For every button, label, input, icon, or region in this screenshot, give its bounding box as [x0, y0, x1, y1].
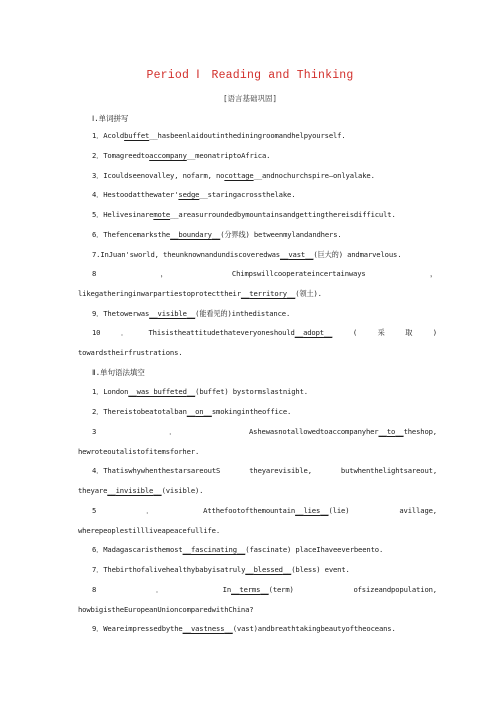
answer: was buffeted	[136, 387, 187, 396]
answer: terms	[239, 585, 261, 594]
exercise-line: 6．Thefencemarksthe__boundary__(分界线) betweenmylandandhers.	[92, 230, 342, 239]
answer: sedge	[178, 190, 200, 199]
answer: territory	[249, 289, 287, 298]
answer: buffet	[124, 131, 150, 140]
exercise-line: 5．Helivesinaremote__areasurroundedbymountainsandgettingthereisdifficult.	[92, 210, 396, 219]
exercise-line: theyare__invisible__(visible).	[78, 486, 204, 495]
answer: mote	[153, 210, 171, 219]
answer: adopt	[303, 328, 324, 337]
exercise-line: 4．Hestoodatthewater'sedge__staringacrossthelake.	[92, 190, 296, 199]
answer: visible	[157, 309, 187, 318]
exercise-line: 2．Thereistobeatotalban__on__smokingintheoffice.	[92, 407, 292, 416]
exercise-line: 3 ． Ashewasnotallowedtoaccompanyher__to__theshop,	[92, 427, 437, 436]
section-subtitle: [语言基础巩固]	[222, 94, 278, 103]
answer: on	[195, 407, 204, 416]
answer: invisible	[115, 486, 154, 495]
answer: blessed	[253, 565, 283, 574]
exercise-line: 10 ． Thisistheattitudethateveryoneshould__adopt__ ( 采 取 )	[92, 328, 437, 337]
answer: cottage	[224, 171, 254, 180]
answer: vast	[288, 250, 306, 259]
section-heading-grammar: Ⅱ.单句语法填空	[92, 368, 145, 377]
section-heading-spelling: Ⅰ.单词拼写	[92, 114, 129, 123]
exercise-line: 5 ． Atthefootofthemountain__lies__(lie) avillage,	[92, 506, 437, 515]
page-title: Period Ⅰ Reading and Thinking	[146, 69, 354, 82]
exercise-line: 8 ． In__terms__(term) ofsizeandpopulation,	[92, 585, 437, 594]
answer: to	[386, 427, 396, 436]
exercise-line: howbigistheEuropeanUnioncomparedwithChina?	[78, 605, 254, 614]
answer: boundary	[178, 230, 212, 239]
exercise-line: 1．London__was buffeted__(buffet) bystormslastnight.	[92, 387, 308, 396]
answer: fascinating	[190, 545, 237, 554]
exercise-line: towardstheirfrustrations.	[78, 348, 183, 357]
exercise-line: hewroteoutalistofitemsforher.	[78, 447, 200, 456]
answer: vastness	[190, 624, 225, 633]
exercise-line: 9．Thetowerwas__visible__(能看见的)inthedistance.	[92, 309, 291, 318]
exercise-line: 9．Weareimpressedbythe__vastness__(vast)andbreathtakingbeautyoftheoceans.	[92, 624, 396, 633]
exercise-line: likegatheringinwarpartiestoprotecttheir__territory__(领土).	[78, 289, 322, 298]
exercise-line: 1．Acoldbuffet__hasbeenlaidoutinthediningroomandhelpyourself.	[92, 131, 346, 140]
answer: lies	[303, 506, 321, 515]
exercise-line: 7．Thebirthofalivehealthybabyisatruly__blessed__(bless) event.	[92, 565, 350, 574]
exercise-line: 3．Icouldseenovalley, nofarm, nocottage__andnochurchspire—onlyalake.	[92, 171, 375, 180]
exercise-line: 6．Madagascaristhemost__fascinating__(fascinate) placeIhaveeverbeento.	[92, 545, 384, 554]
answer: accompany	[149, 151, 187, 160]
exercise-line: 4．ThatiswhywhenthestarsareoutS theyarevisible, butwhenthelightsareout,	[92, 466, 437, 475]
exercise-line: 8 ， Chimpswillcooperateincertainways ，	[92, 269, 437, 278]
exercise-line: wherepeoplestillliveapeacefullife.	[78, 526, 221, 535]
exercise-line: 7.InJuan'sworld, theunknownandundiscoveredwas__vast__(巨大的) andmarvelous.	[92, 250, 402, 259]
exercise-line: 2．Tomagreedtoaccompany__meonatriptoAfrica.	[92, 151, 271, 160]
